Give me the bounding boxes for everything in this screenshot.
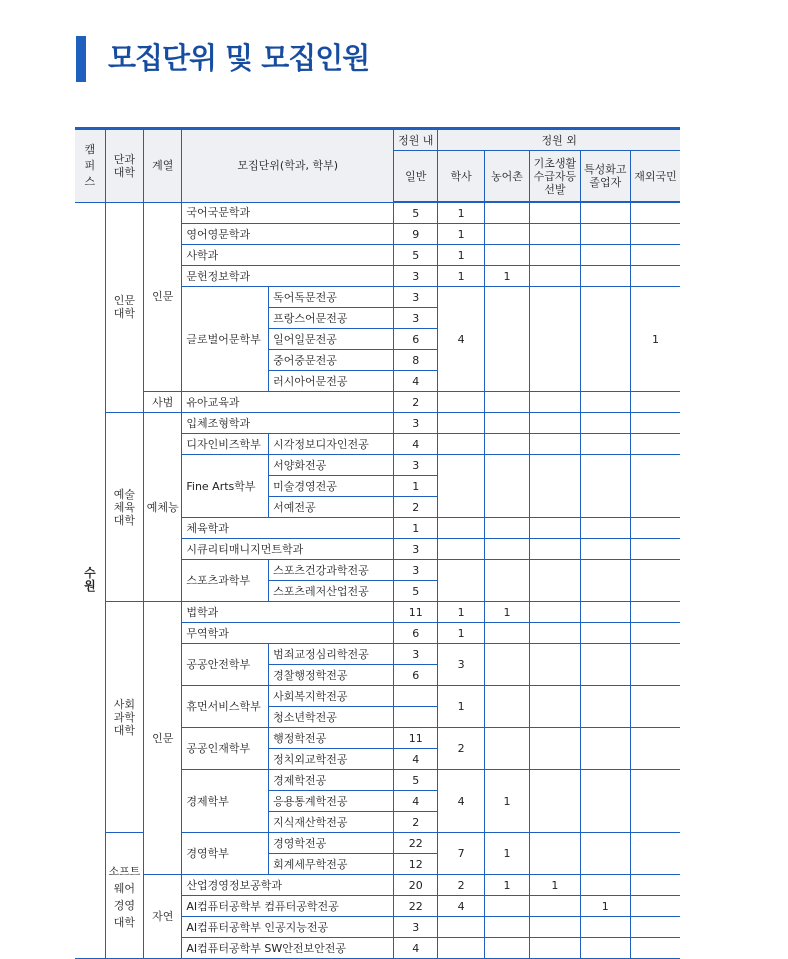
field-inmun: 인문	[144, 202, 182, 392]
unit-cell: 산업경영정보공학과	[182, 875, 394, 896]
dept-cell: 스포츠과학부	[182, 560, 269, 602]
bachelor-count: 4	[438, 770, 484, 833]
general-count: 3	[394, 560, 438, 581]
overseas-count: 1	[630, 287, 680, 392]
general-count: 3	[394, 287, 438, 308]
general-count: 2	[394, 812, 438, 833]
bachelor-count: 1	[438, 245, 484, 266]
general-count: 1	[394, 476, 438, 497]
dept-cell: 경제학부	[182, 770, 269, 833]
unit-cell: 미술경영전공	[269, 476, 394, 497]
unit-cell: AI컴퓨터공학부 SW안전보안전공	[182, 938, 394, 959]
unit-cell: 시각정보디자인전공	[269, 434, 394, 455]
unit-cell: 스포츠건강과학전공	[269, 560, 394, 581]
field-inmun-2: 인문	[144, 602, 182, 875]
general-count: 6	[394, 623, 438, 644]
unit-cell: 청소년학전공	[269, 707, 394, 728]
basic-count: 1	[530, 875, 580, 896]
header-unit: 모집단위(학과, 학부)	[182, 129, 394, 203]
general-count: 3	[394, 413, 438, 434]
unit-cell: 지식재산학전공	[269, 812, 394, 833]
unit-cell: 문헌정보학과	[182, 266, 394, 287]
college-social: 사회 과학 대학	[105, 602, 143, 833]
college-humanities: 인문 대학	[105, 202, 143, 413]
unit-cell: 체육학과	[182, 518, 394, 539]
rural-count: 1	[484, 266, 529, 287]
title-accent-bar	[76, 36, 86, 82]
general-count: 11	[394, 602, 438, 623]
unit-cell: 회계세무학전공	[269, 854, 394, 875]
unit-cell: 독어독문전공	[269, 287, 394, 308]
header-general: 일반	[394, 151, 438, 203]
general-count: 4	[394, 791, 438, 812]
bachelor-count: 4	[438, 287, 484, 392]
dept-cell: 경영학부	[182, 833, 269, 875]
general-count: 9	[394, 224, 438, 245]
general-count: 4	[394, 371, 438, 392]
unit-cell: 사학과	[182, 245, 394, 266]
dept-cell: 휴먼서비스학부	[182, 686, 269, 728]
bachelor-count: 7	[438, 833, 484, 875]
general-count: 22	[394, 896, 438, 917]
field-yecheneung: 예체능	[144, 413, 182, 602]
unit-cell: 러시아어문전공	[269, 371, 394, 392]
unit-cell: 사회복지학전공	[269, 686, 394, 707]
general-count	[394, 686, 438, 707]
general-count: 3	[394, 917, 438, 938]
general-count: 2	[394, 392, 438, 413]
unit-cell: 시큐리티매니지먼트학과	[182, 539, 394, 560]
unit-cell: 스포츠레저산업전공	[269, 581, 394, 602]
header-campus: 캠 퍼 스	[75, 129, 105, 203]
general-count: 8	[394, 350, 438, 371]
unit-cell: 서예전공	[269, 497, 394, 518]
college-software: 소프트 웨어 경영 대학	[105, 833, 143, 959]
field-sabeom: 사범	[144, 392, 182, 413]
general-count: 3	[394, 266, 438, 287]
general-count: 4	[394, 434, 438, 455]
bachelor-count: 1	[438, 266, 484, 287]
general-count: 5	[394, 202, 438, 224]
bachelor-count: 2	[438, 728, 484, 770]
rural-count: 1	[484, 770, 529, 833]
header-overseas: 재외국민	[630, 151, 680, 203]
header-basic: 기초생활 수급자등 선발	[530, 151, 580, 203]
general-count: 2	[394, 497, 438, 518]
header-special: 특성화고 졸업자	[580, 151, 630, 203]
unit-cell: 정치외교학전공	[269, 749, 394, 770]
general-count: 4	[394, 938, 438, 959]
general-count: 5	[394, 245, 438, 266]
unit-cell: 국어국문학과	[182, 202, 394, 224]
special-count: 1	[580, 896, 630, 917]
general-count: 3	[394, 644, 438, 665]
general-count: 1	[394, 518, 438, 539]
campus-cell: 수 원	[75, 202, 105, 959]
unit-cell: 응용통계학전공	[269, 791, 394, 812]
general-count: 22	[394, 833, 438, 854]
table-row	[75, 875, 680, 896]
general-count	[394, 707, 438, 728]
rural-count: 1	[484, 833, 529, 875]
bachelor-count: 1	[438, 623, 484, 644]
unit-cell: AI컴퓨터공학부 인공지능전공	[182, 917, 394, 938]
unit-cell: 중어중문전공	[269, 350, 394, 371]
field-jayeon: 자연	[144, 875, 182, 959]
unit-cell: 무역학과	[182, 623, 394, 644]
unit-cell: 프랑스어문전공	[269, 308, 394, 329]
general-count: 5	[394, 581, 438, 602]
dept-cell: 디자인비즈학부	[182, 434, 269, 455]
dept-cell: 공공안전학부	[182, 644, 269, 686]
general-count: 3	[394, 455, 438, 476]
unit-cell: 일어일문전공	[269, 329, 394, 350]
general-count: 6	[394, 329, 438, 350]
unit-cell: 범죄교정심리학전공	[269, 644, 394, 665]
college-arts: 예술 체육 대학	[105, 413, 143, 602]
general-count: 3	[394, 539, 438, 560]
header-rural: 농어촌	[484, 151, 529, 203]
unit-cell: 경영학전공	[269, 833, 394, 854]
general-count: 3	[394, 308, 438, 329]
unit-cell: AI컴퓨터공학부 컴퓨터공학전공	[182, 896, 394, 917]
unit-cell: 경찰행정학전공	[269, 665, 394, 686]
bachelor-count: 2	[438, 875, 484, 896]
header-outside: 정원 외	[438, 129, 680, 151]
dept-cell: 공공인재학부	[182, 728, 269, 770]
general-count: 12	[394, 854, 438, 875]
dept-cell: 글로벌어문학부	[182, 287, 269, 392]
unit-cell: 유아교육과	[182, 392, 394, 413]
recruitment-table	[75, 127, 680, 959]
dept-cell: Fine Arts학부	[182, 455, 269, 518]
table-row	[75, 602, 680, 623]
unit-cell: 서양화전공	[269, 455, 394, 476]
general-count: 11	[394, 728, 438, 749]
rural-count: 1	[484, 602, 529, 623]
unit-cell: 행정학전공	[269, 728, 394, 749]
table-row	[75, 392, 680, 413]
general-count: 20	[394, 875, 438, 896]
page-title: 모집단위 및 모집인원	[108, 41, 370, 75]
header-inside: 정원 내	[394, 129, 438, 151]
bachelor-count: 3	[438, 644, 484, 686]
table-row	[75, 413, 680, 434]
bachelor-count: 1	[438, 686, 484, 728]
header-field: 계열	[144, 129, 182, 203]
rural-count: 1	[484, 875, 529, 896]
unit-cell: 법학과	[182, 602, 394, 623]
general-count: 5	[394, 770, 438, 791]
header-bachelor: 학사	[438, 151, 484, 203]
bachelor-count: 1	[438, 224, 484, 245]
header-college: 단과 대학	[105, 129, 143, 203]
table-row	[75, 202, 680, 224]
general-count: 4	[394, 749, 438, 770]
bachelor-count: 1	[438, 602, 484, 623]
bachelor-count: 4	[438, 896, 484, 917]
unit-cell: 영어영문학과	[182, 224, 394, 245]
bachelor-count: 1	[438, 202, 484, 224]
general-count: 6	[394, 665, 438, 686]
unit-cell: 입체조형학과	[182, 413, 394, 434]
unit-cell: 경제학전공	[269, 770, 394, 791]
